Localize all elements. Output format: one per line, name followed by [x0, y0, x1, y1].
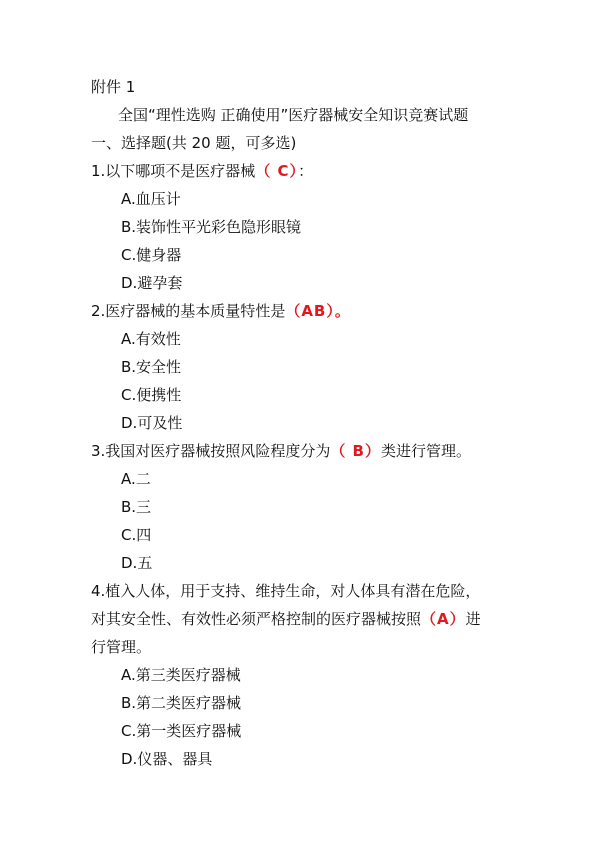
- question-4-line-3: 行管理。: [91, 638, 152, 656]
- answer-text: （ B）: [330, 442, 381, 460]
- question-4-line-1: 4.植入人体，用于支持、维持生命，对人体具有潜在危险，: [91, 582, 481, 600]
- option-3a: A.二: [121, 470, 151, 488]
- question-text: 2.医疗器械的基本质量特性是: [91, 302, 286, 320]
- question-text: 对其安全性、有效性必须严格控制的医疗器械按照: [91, 610, 422, 628]
- option-2a: A.有效性: [121, 330, 181, 348]
- option-3c: C.四: [121, 526, 152, 544]
- question-text-suffix: 类进行管理。: [380, 442, 471, 460]
- option-4d: D.仪器、器具: [121, 750, 213, 768]
- option-3d: D.五: [121, 554, 153, 572]
- option-3b: B.三: [121, 498, 152, 516]
- option-4c: C.第一类医疗器械: [121, 722, 242, 740]
- question-text: 3.我国对医疗器械按照风险程度分为: [91, 442, 331, 460]
- answer-text: （A）: [421, 610, 466, 628]
- answer-text: （AB）。: [285, 302, 351, 320]
- question-1: [91, 161, 313, 181]
- option-1a: A.血压计: [121, 190, 181, 208]
- question-text-suffix: ：: [298, 162, 314, 180]
- question-text: 1.以下哪项不是医疗器械: [91, 162, 256, 180]
- option-2b: B.安全性: [121, 358, 182, 376]
- attachment-label: 附件 1: [91, 78, 136, 96]
- option-4a: A.第三类医疗器械: [121, 666, 241, 684]
- option-1c: C.健身器: [121, 246, 182, 264]
- answer-text: （ C）: [255, 162, 299, 180]
- section-heading: 一、选择题(共 20 题，可多选): [91, 134, 297, 152]
- option-2c: C.便携性: [121, 386, 182, 404]
- option-2d: D.可及性: [121, 414, 183, 432]
- question-text-suffix: 进: [465, 610, 481, 628]
- question-4-line-2: [91, 609, 481, 629]
- document-title: 全国“理性选购 正确使用”医疗器械安全知识竞赛试题: [118, 106, 469, 124]
- option-1d: D.避孕套: [121, 274, 183, 292]
- option-4b: B.第二类医疗器械: [121, 694, 242, 712]
- question-2: [91, 301, 351, 321]
- question-3: [91, 441, 471, 461]
- option-1b: B.装饰性平光彩色隐形眼镜: [121, 218, 302, 236]
